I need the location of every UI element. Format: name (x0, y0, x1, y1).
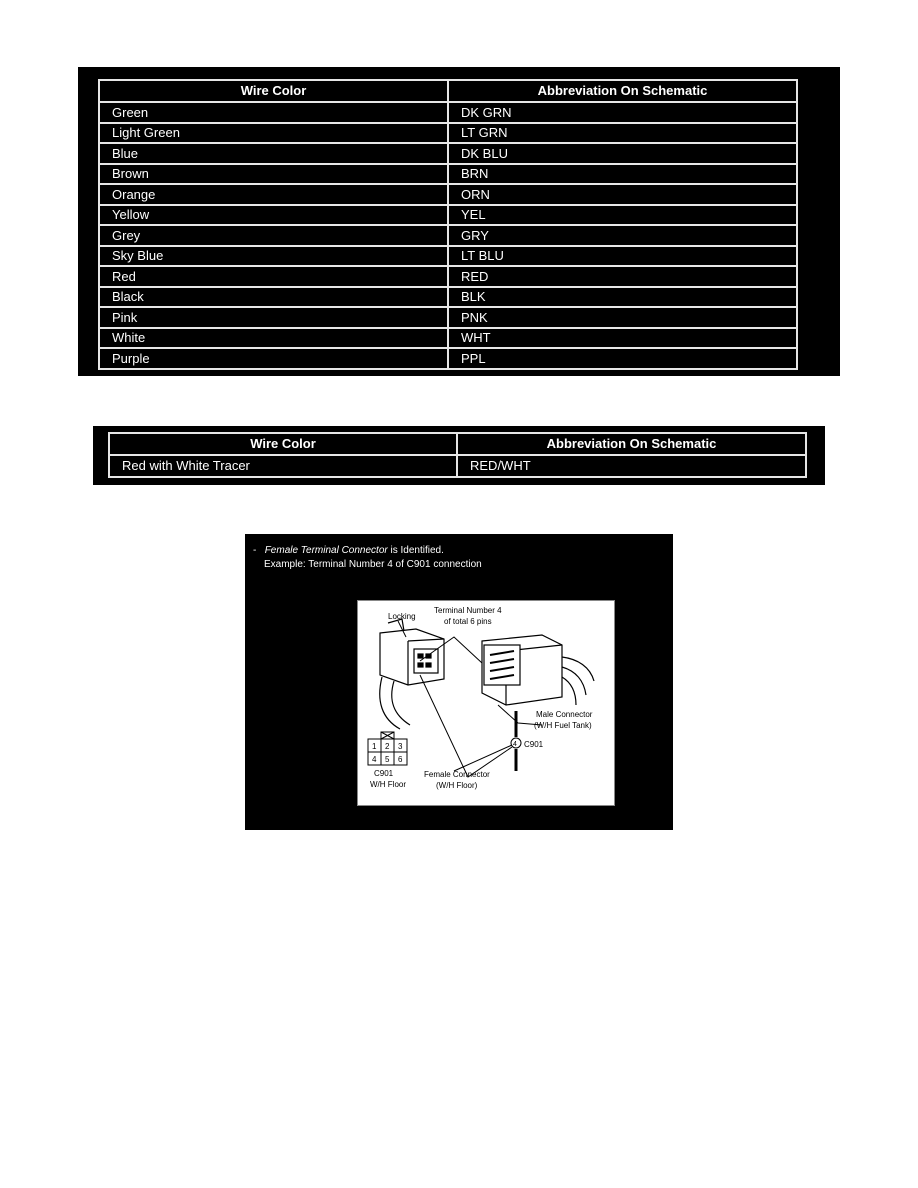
abbreviation-cell: RED (448, 266, 797, 287)
table-header-row (99, 80, 797, 102)
table-row (99, 184, 797, 205)
wire-color-cell: White (99, 328, 448, 349)
table-header-row (109, 433, 806, 455)
pin-number-label: 4 (513, 741, 517, 748)
wire-color-cell: Brown (99, 164, 448, 185)
wire-color-cell: Black (99, 287, 448, 308)
tracer-table-panel (93, 426, 825, 485)
wire-color-cell: Orange (99, 184, 448, 205)
wire-color-cell: Red with White Tracer (109, 455, 457, 477)
abbreviation-cell: DK BLU (448, 143, 797, 164)
wire-color-cell: Purple (99, 348, 448, 369)
c901-label: C901 (524, 740, 544, 749)
abbreviation-cell: YEL (448, 205, 797, 226)
abbreviation-cell: PPL (448, 348, 797, 369)
figure-note-line1 (253, 544, 444, 557)
abbreviation-cell: LT BLU (448, 246, 797, 267)
table-row (99, 348, 797, 369)
table-row (99, 328, 797, 349)
wire-color-cell: Sky Blue (99, 246, 448, 267)
c901-small-label: C901 (374, 769, 394, 778)
note-bullet: - (253, 545, 257, 556)
pin-1: 1 (372, 742, 377, 751)
table-row (99, 287, 797, 308)
table-row (99, 123, 797, 144)
terminal-label-line2: of total 6 pins (444, 617, 492, 626)
table-row (99, 246, 797, 267)
table-row (99, 225, 797, 246)
wire-color-cell: Red (99, 266, 448, 287)
wire-color-cell: Grey (99, 225, 448, 246)
male-connector-label: Male Connector (536, 710, 593, 719)
connector-diagram (357, 600, 615, 806)
female-connector-drawing (380, 619, 444, 729)
female-connector-harness: (W/H Floor) (436, 781, 478, 790)
wire-color-cell: Pink (99, 307, 448, 328)
note-rest-text: is Identified. (387, 545, 444, 556)
pin-6: 6 (398, 755, 403, 764)
wire-color-table-panel (78, 67, 840, 376)
pin-4: 4 (372, 755, 377, 764)
abbreviation-cell: BLK (448, 287, 797, 308)
wire-color-cell: Yellow (99, 205, 448, 226)
abbreviation-cell: PNK (448, 307, 797, 328)
header-wire-color: Wire Color (99, 80, 448, 102)
table-row (99, 205, 797, 226)
table-row (99, 143, 797, 164)
table-row (109, 455, 806, 477)
pin-5: 5 (385, 755, 390, 764)
figure-note-line2: Example: Terminal Number 4 of C901 connection (264, 559, 482, 570)
table-row (99, 266, 797, 287)
terminal-label-line1: Terminal Number 4 (434, 606, 502, 615)
abbreviation-cell: ORN (448, 184, 797, 205)
table-row (99, 164, 797, 185)
header-wire-color: Wire Color (109, 433, 457, 455)
abbreviation-cell: RED/WHT (457, 455, 806, 477)
header-abbreviation: Abbreviation On Schematic (448, 80, 797, 102)
wire-color-table (98, 79, 798, 370)
pin-2: 2 (385, 742, 390, 751)
connector-figure-panel (245, 534, 673, 830)
female-connector-label: Female Connector (424, 770, 490, 779)
male-connector-drawing (482, 635, 594, 705)
male-connector-harness: (W/H Fuel Tank) (534, 721, 592, 730)
wire-color-cell: Light Green (99, 123, 448, 144)
locking-label: Locking (388, 612, 416, 621)
connector-diagram-svg (358, 601, 614, 805)
abbreviation-cell: LT GRN (448, 123, 797, 144)
pin-3: 3 (398, 742, 403, 751)
wire-color-cell: Green (99, 102, 448, 123)
abbreviation-cell: DK GRN (448, 102, 797, 123)
table-row (99, 307, 797, 328)
header-abbreviation: Abbreviation On Schematic (457, 433, 806, 455)
table-row (99, 102, 797, 123)
note-italic-text: Female Terminal Connector (264, 545, 388, 556)
abbreviation-cell: BRN (448, 164, 797, 185)
abbreviation-cell: WHT (448, 328, 797, 349)
wh-floor-label: W/H Floor (370, 780, 406, 789)
abbreviation-cell: GRY (448, 225, 797, 246)
wire-color-cell: Blue (99, 143, 448, 164)
tracer-color-table (108, 432, 807, 478)
